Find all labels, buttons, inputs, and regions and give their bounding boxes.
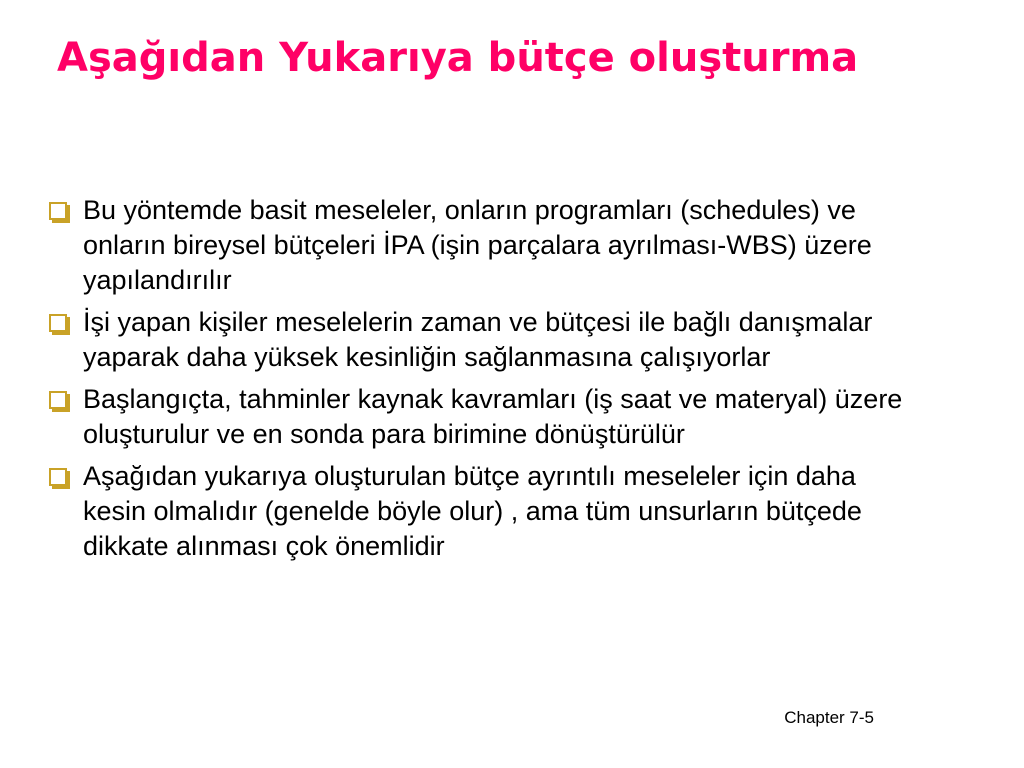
square-bullet-icon [49, 391, 67, 409]
square-bullet-icon [49, 314, 67, 332]
slide-title: Aşağıdan Yukarıya bütçe oluşturma [57, 35, 859, 81]
slide-footer: Chapter 7-5 [784, 708, 874, 727]
bullet-text: Bu yöntemde basit meseleler, onların programları (schedules) ve onların bireysel bütçeleri İPA (işin parçalara ayrılması-WBS) üzere yapılandırılır [83, 195, 872, 295]
square-bullet-icon [49, 468, 67, 486]
bullet-text: İşi yapan kişiler meselelerin zaman ve bütçesi ile bağlı danışmalar yaparak daha yüksek kesinliğin sağlanmasına çalışıyorlar [83, 307, 873, 372]
bullet-item [47, 382, 907, 452]
square-bullet-icon [49, 202, 67, 220]
bullet-text: Aşağıdan yukarıya oluşturulan bütçe ayrıntılı meseleler için daha kesin olmalıdır (genelde böyle olur) , ama tüm unsurların bütçede dikkate alınması çok önemlidir [83, 461, 862, 561]
bullet-item [47, 193, 907, 298]
bullet-item [47, 459, 907, 564]
bullet-list [47, 193, 907, 571]
bullet-text: Başlangıçta, tahminler kaynak kavramları (iş saat ve materyal) üzere oluşturulur ve en sonda para birimine dönüştürülür [83, 384, 903, 449]
bullet-item [47, 305, 907, 375]
